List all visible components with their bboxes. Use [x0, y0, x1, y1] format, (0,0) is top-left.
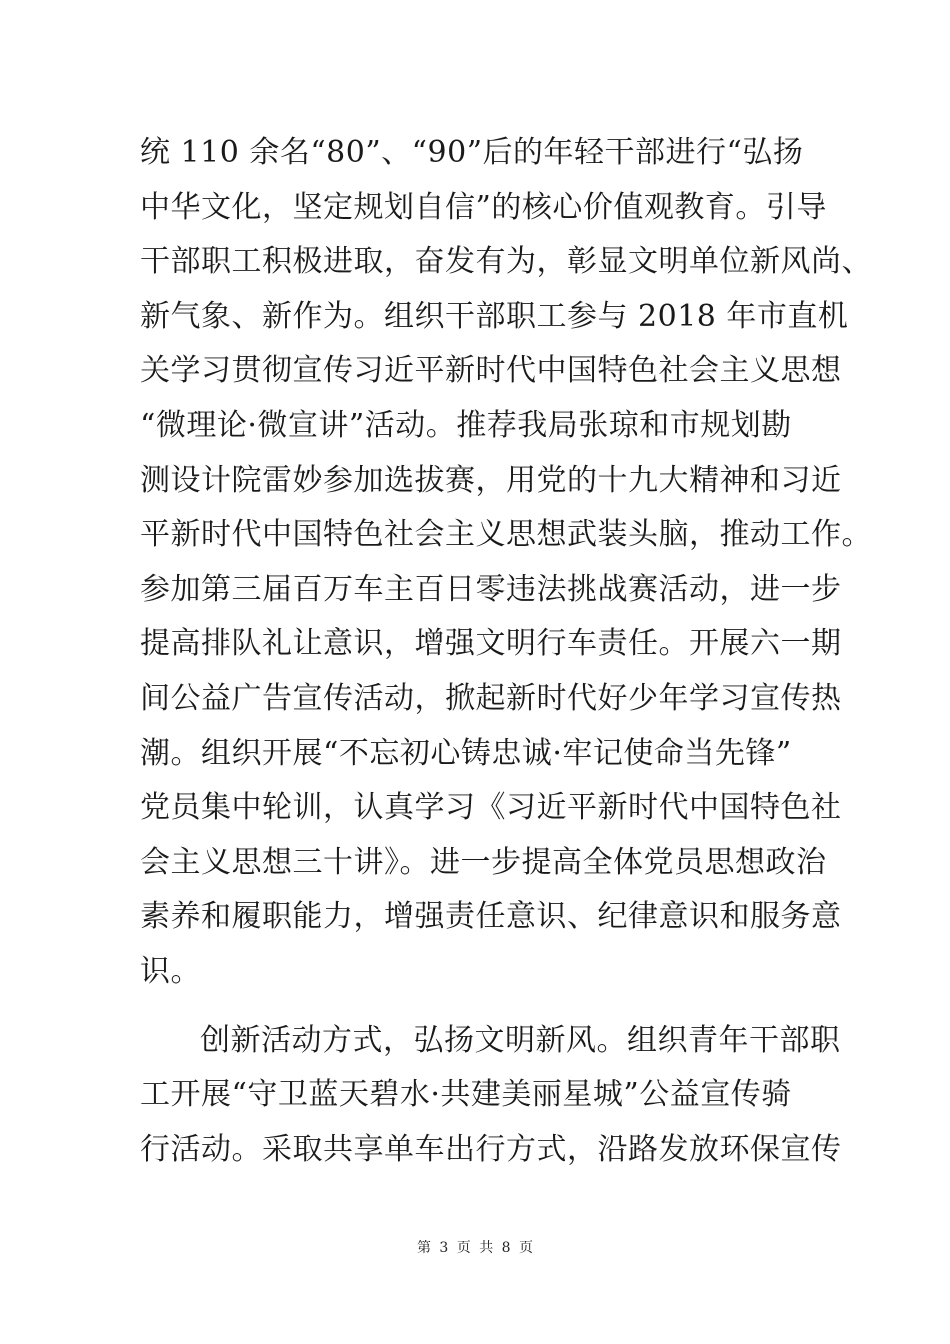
text-line: 测设计院雷妙参加选拔赛，用党的十九大精神和习近 — [140, 462, 842, 498]
text-line: 平新时代中国特色社会主义思想武装头脑，推动工作。 — [140, 517, 872, 553]
text-line: 提高排队礼让意识，增强文明行车责任。开展六一期 — [140, 626, 842, 662]
text-line: 行活动。采取共享单车出行方式，沿路发放环保宣传 — [140, 1131, 842, 1167]
text-line: 参加第三届百万车主百日零违法挑战赛活动，进一步 — [140, 571, 842, 607]
paragraph-2 — [140, 1014, 842, 1178]
paragraph-spacer — [140, 1000, 820, 1014]
page-footer — [0, 1238, 950, 1258]
footer-total-word: 共 — [479, 1240, 494, 1256]
text-line: 潮。组织开展“不忘初心铸忠诚·牢记使命当先锋” — [140, 735, 792, 771]
text-line: 创新活动方式，弘扬文明新风。组织青年干部职 — [200, 1022, 841, 1058]
text-line: “微理论·微宣讲”活动。推荐我局张琼和市规划勘 — [140, 407, 792, 443]
text-line: 素养和履职能力，增强责任意识、纪律意识和服务意 — [140, 899, 842, 935]
current-page-number: 3 — [439, 1240, 449, 1256]
text-line: 关学习贯彻宣传习近平新时代中国特色社会主义思想 — [140, 353, 842, 389]
text-line: 会主义思想三十讲》。进一步提高全体党员思想政治 — [140, 844, 827, 880]
text-line: 新气象、新作为。组织干部职工参与 2018 年市直机 — [140, 298, 849, 334]
text-line: 间公益广告宣传活动，掀起新时代好少年学习宣传热 — [140, 680, 842, 716]
footer-page-word: 页 — [456, 1240, 471, 1256]
footer-suffix: 页 — [519, 1240, 534, 1256]
paragraph-1 — [140, 126, 872, 1000]
total-page-number: 8 — [501, 1240, 511, 1256]
text-line: 统 110 余名“80”、“90”后的年轻干部进行“弘扬 — [140, 135, 804, 170]
text-line: 党员集中轮训，认真学习《习近平新时代中国特色社 — [140, 790, 842, 826]
footer-prefix: 第 — [416, 1240, 431, 1256]
text-line: 工开展“守卫蓝天碧水·共建美丽星城”公益宣传骑 — [140, 1077, 792, 1113]
document-body — [140, 126, 872, 1177]
text-line: 中华文化，坚定规划自信”的核心价值观教育。引导 — [140, 189, 827, 225]
text-line: 识。 — [140, 953, 201, 989]
text-line: 干部职工积极进取，奋发有为，彰显文明单位新风尚、 — [140, 244, 872, 280]
